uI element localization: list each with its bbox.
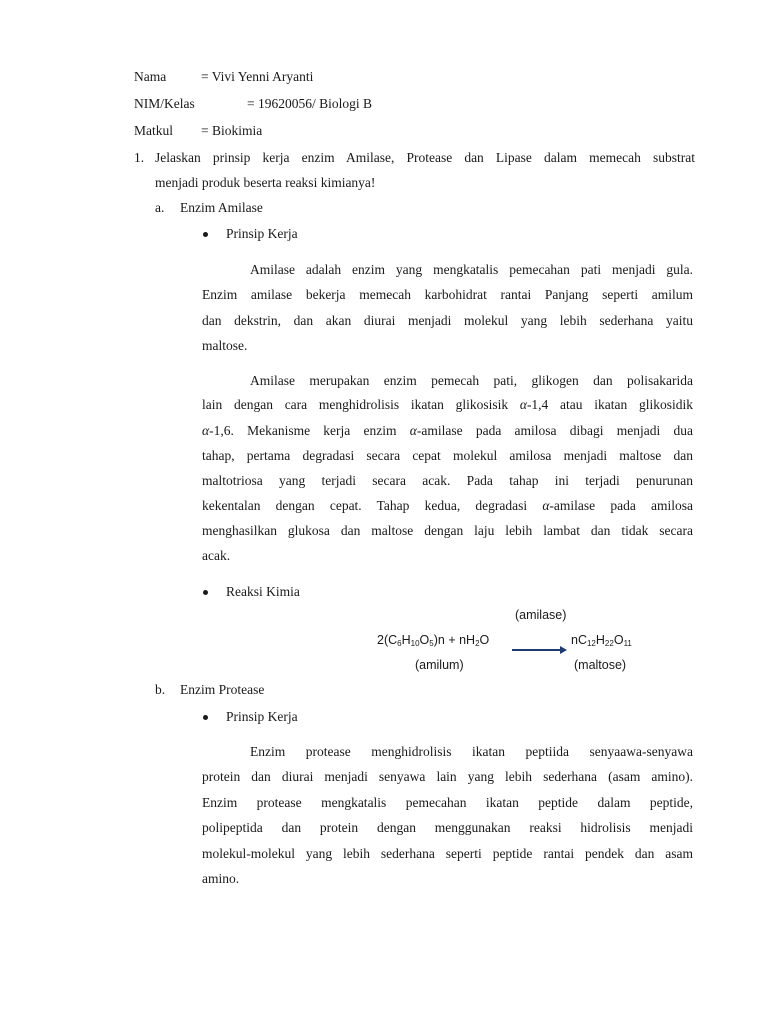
para-a2-line-2: lain dengan cara menghidrolisis ikatan glikosisik α-1,4 atau ikatan glikosidik [202,397,693,412]
bullet-icon [203,590,208,595]
para-a2-line-8: acak. [202,548,231,563]
para-a1-line-4: maltose. [202,338,248,353]
para-a1-line-3: dan dekstrin, dan akan diurai menjadi molekul yang lebih sederhana yaitu [202,313,693,328]
para-b1-line-2: protein dan diurai menjadi senyawa lain yang lebih sederhana (asam amino). [202,769,693,784]
para-b1-line-5: molekul-molekul yang lebih sederhana seperti peptide rantai pendek dan asam [202,846,693,861]
bullet-icon [203,715,208,720]
reaction-product-label: (maltose) [574,658,627,672]
question-number: 1. [134,150,145,165]
nama-value: = Vivi Yenni Aryanti [201,69,314,84]
para-b1-line-3: Enzim protease mengkatalis pemecahan ikatan peptide dalam peptide, [202,795,693,810]
para-a1-line-1: Amilase adalah enzim yang mengkatalis pemecahan pati menjadi gula. [250,262,693,277]
para-b1-line-6: amino. [202,871,240,886]
reaction-reactant-label: (amilum) [415,658,464,672]
para-a2-line-7: menghasilkan glukosa dan maltose dengan laju lebih lambat dan tidak secara [202,523,693,538]
para-a2-line-3: α-1,6. Mekanisme kerja enzim α-amilase pada amilosa dibagi menjadi dua [202,423,693,438]
nim-value: = 19620056/ Biologi B [247,96,373,111]
section-a-title: Enzim Amilase [180,200,263,215]
section-a-bullet-prinsip: Prinsip Kerja [226,226,298,241]
section-b-bullet-prinsip: Prinsip Kerja [226,709,298,724]
para-b1-line-4: polipeptida dan protein dengan menggunakan reaksi hidrolisis menjadi [202,820,693,835]
question-line-1: Jelaskan prinsip kerja enzim Amilase, Protease dan Lipase dalam memecah substrat [155,150,695,165]
reaction-arrow-icon [512,644,568,656]
reaction-reactants: $2(C_6H_{10}O_5)n + nH_2O$ [377,633,490,648]
para-a2-line-5: maltotriosa yang terjadi secara acak. Pada tahap ini terjadi penurunan [202,473,693,488]
nama-label: Nama [134,69,167,84]
para-b1-line-1: Enzim protease menghidrolisis ikatan peptiida senyaawa-senyawa [250,744,693,759]
section-a-bullet-reaksi: Reaksi Kimia [226,584,300,599]
matkul-label: Matkul [134,123,173,138]
para-a2-line-4: tahap, pertama degradasi secara cepat molekul amilosa menjadi maltose dan [202,448,693,463]
para-a2-line-1: Amilase merupakan enzim pemecah pati, glikogen dan polisakarida [250,373,693,388]
reaction-enzyme-label: (amilase) [515,608,567,622]
section-b-title: Enzim Protease [180,682,265,697]
matkul-value: = Biokimia [201,123,263,138]
reaction-product: $nC_{12}H_{22}O_{11}$ [571,633,632,648]
para-a2-line-6: kekentalan dengan cepat. Tahap kedua, degradasi α-amilase pada amilosa [202,498,694,513]
section-b-letter: b. [155,682,166,697]
para-a1-line-2: Enzim amilase bekerja memecah karbohidrat rantai Panjang seperti amilum [202,287,693,302]
section-a-letter: a. [155,200,165,215]
question-line-2: menjadi produk beserta reaksi kimianya! [155,175,376,190]
bullet-icon [203,232,208,237]
nim-label: NIM/Kelas [134,96,195,111]
